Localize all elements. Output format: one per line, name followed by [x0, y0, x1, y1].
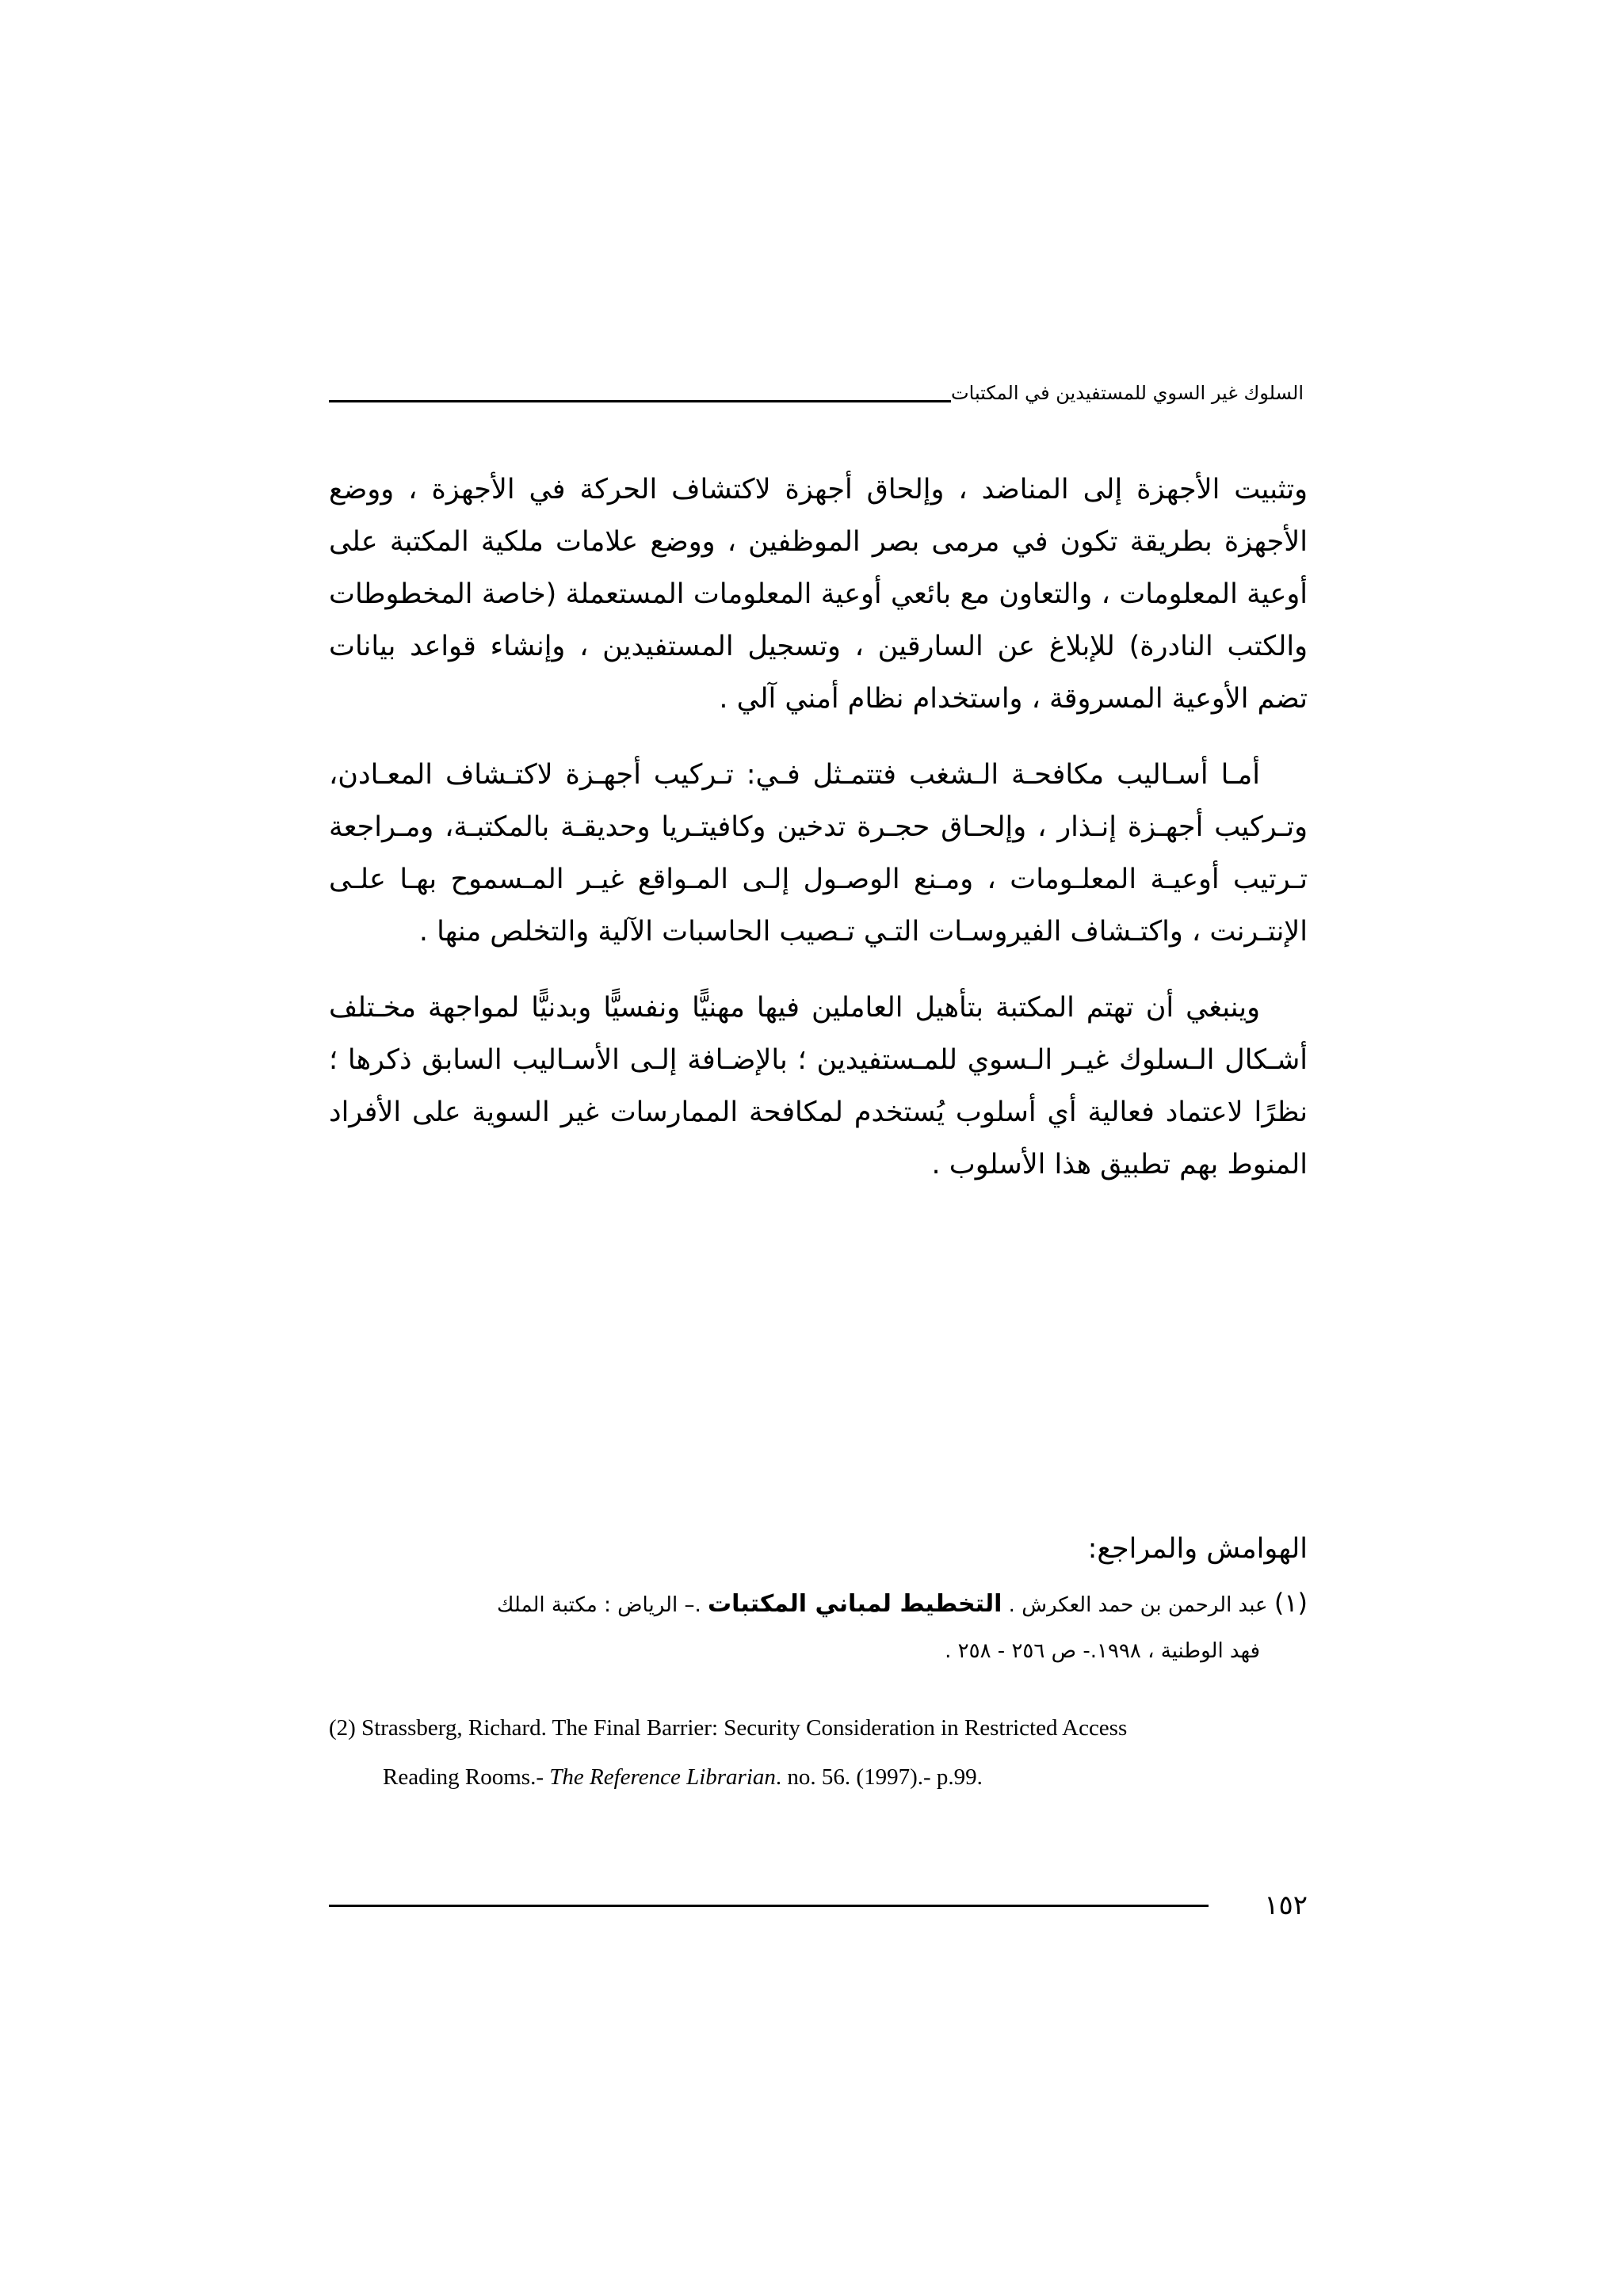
reference-1 — [329, 1580, 1308, 1674]
reference-2 — [329, 1703, 1308, 1802]
reference-1-continuation: فهد الوطنية ، ١٩٩٨.- ص ٢٥٦ - ٢٥٨ . — [945, 1639, 1260, 1663]
reference-1-publisher: .– الرياض : مكتبة الملك — [496, 1593, 701, 1617]
body-text — [329, 463, 1308, 1191]
page-number: ١٥٢ — [1264, 1890, 1308, 1921]
reference-2-line-2-suffix: . no. 56. (1997).- p.99. — [775, 1764, 983, 1790]
reference-2-line-2-prefix: Reading Rooms.- — [383, 1764, 550, 1790]
header-rule — [329, 400, 951, 402]
paragraph-2: أمـا أسـاليب مكافحـة الـشغب فتتمـثل فـي: تـركيب أجهـزة لاكتـشاف المعـادن، وتـركيب أجهـزة إنـذار ، وإلحـاق حجـرة تدخين وكافيتـريا وحديقـة بالمكتبـة، ومـراجعة تـرتيب أوعيـة المعلـومات ، ومـنع الوصـول إلـى المـواقع غيـر المـسموح بهـا علـى الإنتـرنت ، واكتـشاف الفيروسـات التـي تـصيب الحاسبات الآلية والتخلص منها . — [329, 759, 1308, 948]
reference-1-number: (١) — [1274, 1588, 1308, 1618]
references-heading: الهوامش والمراجع: — [1087, 1533, 1308, 1565]
page-footer — [329, 1886, 1308, 1925]
paragraph-3: وينبغي أن تهتم المكتبة بتأهيل العاملين فيها مهنيًّا ونفسيًّا وبدنيًّا لمواجهة مخـتلف أشـكال الـسلوك غيـر الـسوي للمـستفيدين ؛ بالإضـافة إلـى الأسـاليب السابق ذكرها ؛ نظرًا لاعتماد فعالية أي أسلوب يُستخدم لمكافحة الممارسات غير السوية على الأفراد المنوط بهم تطبيق هذا الأسلوب . — [329, 992, 1308, 1180]
paragraph-1: وتثبيت الأجهزة إلى المناضد ، وإلحاق أجهزة لاكتشاف الحركة في الأجهزة ، ووضع الأجهزة بطريقة تكون في مرمى بصر الموظفين ، ووضع علامات ملكية المكتبة على أوعية المعلومات ، والتعاون مع بائعي أوعية المعلومات المستعملة (خاصة المخطوطات والكتب النادرة) للإبلاغ عن السارقين ، وتسجيل المستفيدين ، وإنشاء قواعد بيانات تضم الأوعية المسروقة ، واستخدام نظام أمني آلي . — [329, 474, 1308, 715]
reference-1-author: عبد الرحمن بن حمد العكرش . — [1008, 1593, 1268, 1617]
reference-2-line-2 — [329, 1753, 1308, 1802]
running-header-title: السلوك غير السوي للمستفيدين في المكتبات — [951, 382, 1304, 404]
running-header — [329, 371, 1304, 406]
footer-rule — [329, 1905, 1209, 1907]
reference-2-line-1: (2) Strassberg, Richard. The Final Barrier: Security Consideration in Restricted Access — [329, 1715, 1128, 1741]
reference-1-title: التخطيط لمباني المكتبات — [707, 1590, 1002, 1618]
reference-2-journal: The Reference Librarian — [549, 1764, 776, 1790]
